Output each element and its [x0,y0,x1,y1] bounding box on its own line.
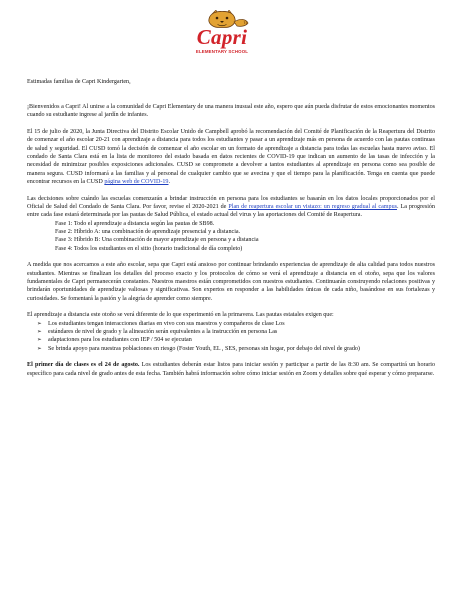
requirement-text: adaptaciones para los estudiantes con IEP / 504 se ejecutan [48,337,192,344]
arrow-bullet-icon: ➢ [37,345,42,352]
first-day-details: Los estudiantes deberán estar listos para iniciar sesión y participar a partir de las 8:30 am. Se compartirá un horario específico para cada nivel de grado antes de esta fecha. También habrá información sobre cómo iniciar sesión en Zoom y detalles sobre qué esperar y cómo prepararse. [27,362,435,377]
list-item [27,336,435,344]
board-paragraph [27,128,435,186]
distance-intro: El aprendizaje a distancia este otoño se verá diferente de lo que experimentó en la primavera. Las pautas estatales exigen que: [27,312,334,319]
decisions-text: Las decisiones sobre cuándo las escuelas comenzarán a brindar instrucción en persona para los estudiantes se basarán en los datos locales proporcionados por el Oficial de Salud del Condado de Santa Clara. Por favor, revise el 2020-2021 de [27,195,435,210]
first-day-paragraph [27,361,435,378]
arrow-bullet-icon: ➢ [37,320,42,327]
welcome-paragraph: ¡Bienvenidos a Capri! Al unirse a la comunidad de Capri Elementary de una manera inusual este año, espero que aún pueda disfrutar de estos emocionantes momentos cuando su estudiante ingrese al jardín de infantes. [27,103,435,119]
school-logo [182,10,262,64]
decisions-paragraph [27,195,435,220]
logo-wordmark: Capri [196,25,248,49]
first-day-date: El primer día de clases es el 24 de agosto. [27,362,140,369]
requirement-text: Los estudiantes tengan interacciones diarias en vivo con sus maestros y compañeros de clase Los [48,320,285,327]
phase-item: Fase 2: Híbrido A: una combinación de aprendizaje presencial y a distancia. [55,229,241,235]
list-item [27,345,435,353]
decisions-end: . La progresión entre cada fase estará determinada por las pautas de Salud Pública, el estado actual del virus y las aportaciones del Comité de Reapertura. [27,203,435,219]
requirement-text: Se brinda apoyo para nuestras poblaciones en riesgo (Foster Youth, EL , SES, personas sin hogar, por debajo del nivel de grado) [48,345,360,352]
salutation: Estimadas familias de Capri Kindergarten, [27,79,131,85]
arrow-bullet-icon: ➢ [37,337,42,344]
board-text: El 15 de julio de 2020, la Junta Directiva del Distrito Escolar Unido de Campbell aprobó la recomendación del Comité de Planificación de la Reapertura del Distrito de comenzar el año escolar 20-21 con aprendizaje a distancia para todos los estudiantes y pasar a un aprendizaje más en persona de acuerdo con las pautas continuas de salud y seguridad. El CUSD tomó la decisión de comenzar el año escolar en un formato de aprendizaje a distancia para todas las escuelas hasta nuevo aviso. El condado de Santa Clara está en la lista de monitoreo del estado basada en datos recientes de COVID-19 que indican un aumento de las tasas de infección y la necesidad de minimizar posibles exposiciones adicionales. CUSD se compromete a devolver a tantos estudiantes al aprendizaje en persona como sea posible de manera segura. CUSD informará a las familias y al personal de cualquier cambio que se avecina y que el tiempo para la planificación. Tenga en cuenta que puede encontrar recursos en la CUSD [27,128,435,185]
letter-body [27,78,435,378]
approach-paragraph: A medida que nos acercamos a este año escolar, sepa que Capri está ansioso por continuar brindando experiencias de aprendizaje de alta calidad para todos nuestros estudiantes. Mientras se finalizan los detalles del proceso exacto y los protocolos de cómo se verá el aprendizaje a distancia en el otoño, sepa que los valores fundamentales de Capri permanecerán constantes. Nuestros maestros están comprometidos con nuestros estudiantes. Continuarán construyendo relaciones positivas y brindarán oportunidades de aprendizaje valiosas y significativas. Son expertos en responder a las habilidades únicas de cada niño, basándose en sus fortalezas y curiosidades. Se fomentará la pasión y la alegría de aprender como siempre. [27,262,435,302]
requirements-list [27,320,435,353]
phase-item: Fase 4: Todos los estudiantes en el sitio (horario tradicional de día completo) [55,245,243,252]
covid-webpage-link[interactable]: página web de COVID-19 [104,178,169,185]
phase-item: Fase 1: Todo el aprendizaje a distancia según las pautas de SB98. [55,220,215,227]
reopening-plan-link[interactable]: Plan de reapertura escolar un vistazo: un regreso gradual al campus [228,203,398,210]
phase-item: Fase 3: Híbrido B: Una combinación de mayor aprendizaje en persona y a distancia [55,237,259,244]
logo-subtitle: ELEMENTARY SCHOOL [195,49,249,54]
list-item [27,328,435,336]
board-end: . [168,178,171,185]
arrow-bullet-icon: ➢ [37,329,42,336]
requirement-text: estándares de nivel de grado y la alineación serán equivalentes a la instrucción en persona Las [48,329,278,336]
list-item [27,320,435,328]
